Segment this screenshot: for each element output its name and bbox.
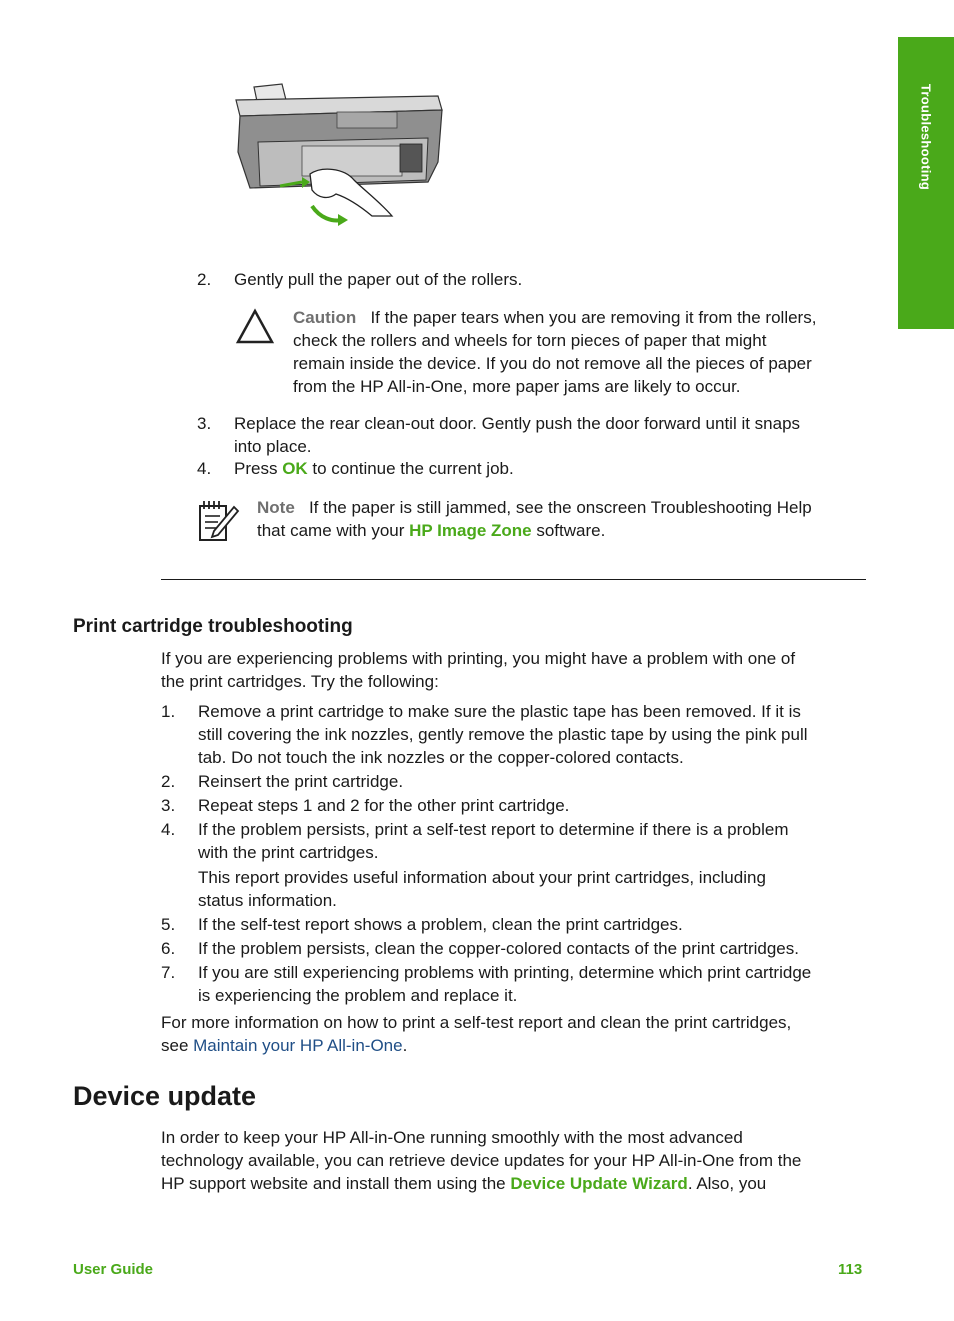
- step-3-text: [234, 412, 864, 458]
- list-item-number: 5.: [161, 915, 176, 934]
- list-item-line: This report provides useful information about your print cartridges, including: [198, 868, 766, 887]
- cartridge-more-info: [161, 1011, 866, 1057]
- section-heading-device-update: Device update: [73, 1081, 257, 1111]
- list-item: [161, 818, 866, 864]
- list-item-number: 6.: [161, 939, 176, 958]
- step-2-text: Gently pull the paper out of the rollers.: [234, 270, 523, 289]
- device-update-line-2: technology available, you can retrieve device updates for your HP All-in-One from the: [161, 1151, 802, 1170]
- list-item-line: Remove a print cartridge to make sure the plastic tape has been removed. If it is: [198, 702, 801, 721]
- footer-page-number: 113: [838, 1261, 863, 1278]
- list-item-line: If the problem persists, print a self-test report to determine if there is a problem: [198, 820, 789, 839]
- caution-block: [293, 306, 863, 398]
- note-line-2-post: software.: [531, 521, 606, 540]
- caution-triangle-icon: [235, 308, 275, 346]
- list-item-line: is experiencing the problem and replace it.: [198, 986, 518, 1005]
- list-item-number: 1.: [161, 702, 176, 721]
- section-heading-cartridge: Print cartridge troubleshooting: [73, 616, 353, 637]
- cartridge-intro-line-1: If you are experiencing problems with printing, you might have a problem with one of: [161, 649, 796, 668]
- list-item-number: 3.: [161, 796, 176, 815]
- list-item-line: still covering the ink nozzles, gently remove the plastic tape by using the pink pull: [198, 725, 808, 744]
- caution-label: Caution: [293, 308, 357, 327]
- step-2-number: 2.: [197, 270, 212, 289]
- note-pad-icon: [196, 499, 242, 543]
- step-3-number: 3.: [197, 414, 212, 433]
- list-item-line: tab. Do not touch the ink nozzles or the copper-colored contacts.: [198, 748, 684, 767]
- note-block: [257, 496, 867, 542]
- more-info-post: .: [402, 1036, 408, 1055]
- section-divider: [161, 579, 866, 580]
- list-item-line: status information.: [198, 891, 337, 910]
- list-item-number: 4.: [161, 820, 176, 839]
- chapter-side-tab[interactable]: [898, 37, 954, 329]
- list-item: [161, 937, 866, 960]
- list-item-line: If the self-test report shows a problem, clean the print cartridges.: [198, 915, 683, 934]
- note-line-2-pre: that came with your: [257, 521, 410, 540]
- note-label: Note: [257, 498, 295, 517]
- list-item-number: 2.: [161, 772, 176, 791]
- hp-image-zone-ref: HP Image Zone: [409, 521, 532, 540]
- list-item-line: If the problem persists, clean the copper-colored contacts of the print cartridges.: [198, 939, 799, 958]
- step-3-line-2: into place.: [234, 437, 312, 456]
- footer-guide-title: User Guide: [73, 1261, 154, 1278]
- list-item: [161, 700, 866, 769]
- list-item: [161, 866, 866, 912]
- ok-button-ref: OK: [282, 459, 308, 478]
- maintain-link[interactable]: Maintain your HP All-in-One: [193, 1036, 403, 1055]
- step-3-line-1: Replace the rear clean-out door. Gently push the door forward until it snaps: [234, 414, 801, 433]
- list-item-number: 7.: [161, 963, 176, 982]
- device-update-line-1: In order to keep your HP All-in-One running smoothly with the most advanced: [161, 1128, 743, 1147]
- list-item: [161, 913, 866, 936]
- device-update-wizard-ref: Device Update Wizard: [510, 1174, 688, 1193]
- list-item: [161, 770, 866, 793]
- device-update-line-3-pre: HP support website and install them using the: [161, 1174, 511, 1193]
- list-item-line: with the print cartridges.: [198, 843, 379, 862]
- list-item-line: Repeat steps 1 and 2 for the other print cartridge.: [198, 796, 570, 815]
- list-item: [161, 961, 866, 1007]
- more-info-line-1: For more information on how to print a self-test report and clean the print cartridges,: [161, 1013, 792, 1032]
- more-info-pre: see: [161, 1036, 194, 1055]
- device-update-line-3-post: . Also, you: [687, 1174, 767, 1193]
- cartridge-steps-list: [161, 700, 866, 1007]
- device-update-body: [161, 1126, 866, 1195]
- step-4-pre: Press: [234, 459, 283, 478]
- note-line-1: If the paper is still jammed, see the onscreen Troubleshooting Help: [308, 498, 812, 517]
- step-4-number: 4.: [197, 459, 212, 478]
- caution-line-3: remain inside the device. If you do not remove all the pieces of paper: [293, 354, 812, 373]
- printer-rear-illustration: [232, 82, 448, 232]
- list-item-line: Reinsert the print cartridge.: [198, 772, 404, 791]
- caution-line-2: check the rollers and wheels for torn pieces of paper that might: [293, 331, 767, 350]
- caution-line-4: from the HP All-in-One, more paper jams are likely to occur.: [293, 377, 741, 396]
- list-item: [161, 794, 866, 817]
- cartridge-intro: [161, 647, 861, 693]
- list-item-line: If you are still experiencing problems with printing, determine which print cartridge: [198, 963, 812, 982]
- chapter-tab-label: Troubleshooting: [918, 83, 934, 191]
- step-4-text: [234, 457, 514, 480]
- caution-line-1: If the paper tears when you are removing it from the rollers,: [370, 308, 817, 327]
- cartridge-intro-line-2: the print cartridges. Try the following:: [161, 672, 439, 691]
- step-4-post: to continue the current job.: [307, 459, 514, 478]
